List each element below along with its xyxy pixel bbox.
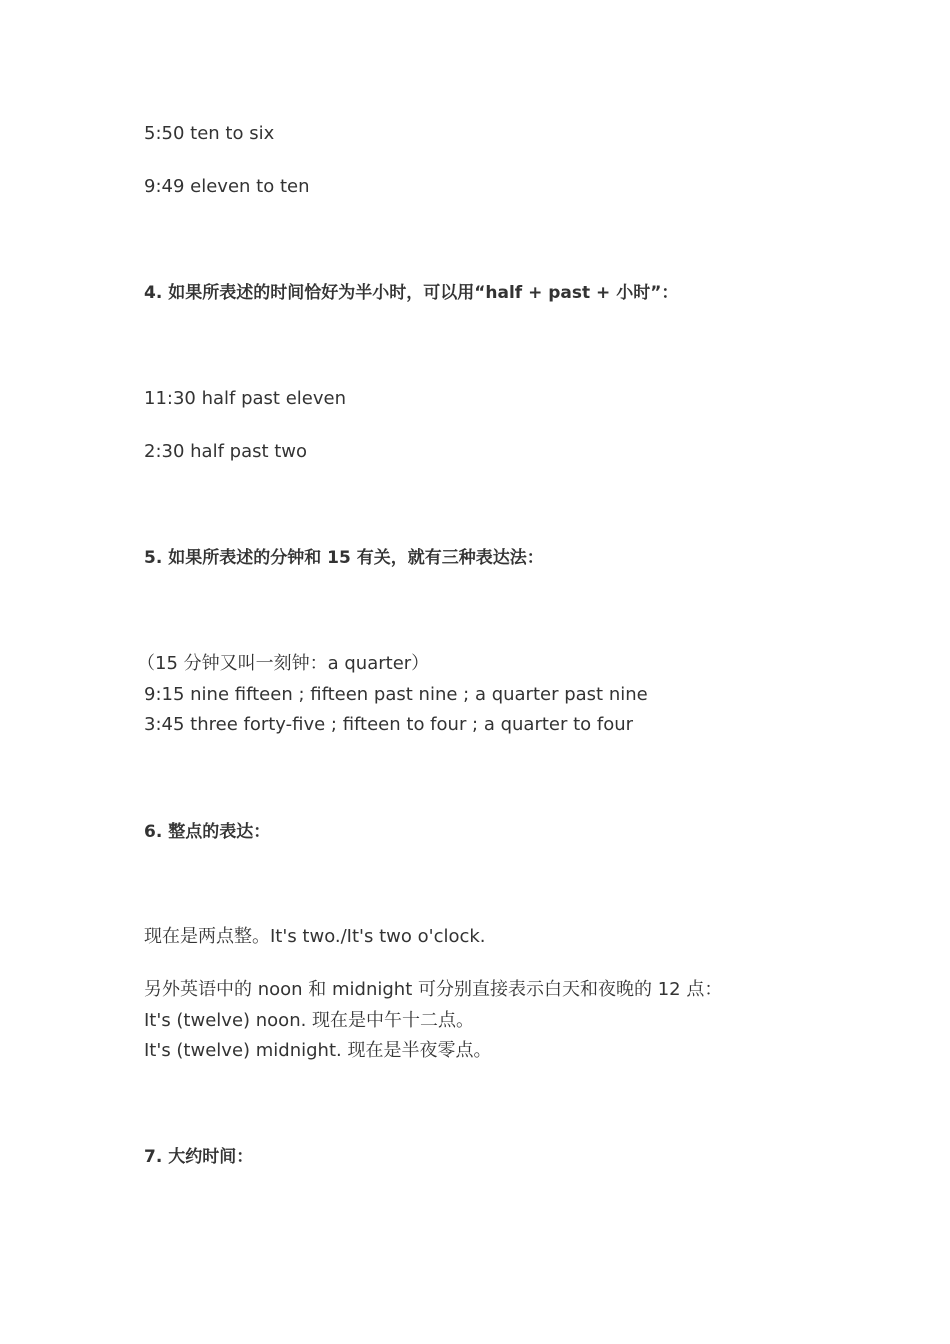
section-heading-5: 5. 如果所表述的分钟和 15 有关，就有三种表达法： xyxy=(144,548,544,568)
section-heading-4: 4. 如果所表述的时间恰好为半小时，可以用“half + past + 小时”： xyxy=(144,283,679,303)
section-heading-7: 7. 大约时间： xyxy=(144,1147,254,1167)
note-line: （15 分钟又叫一刻钟：a quarter） xyxy=(137,653,430,674)
section-heading-6: 6. 整点的表达： xyxy=(144,822,271,842)
example-line: It's (twelve) midnight. 现在是半夜零点。 xyxy=(144,1040,492,1061)
example-line: 现在是两点整。It's two./It's two o'clock. xyxy=(144,926,486,947)
example-line: 3:45 three forty-five ; fifteen to four ; a quarter to four xyxy=(144,714,634,735)
example-line: It's (twelve) noon. 现在是中午十二点。 xyxy=(144,1010,475,1031)
example-line: 2:30 half past two xyxy=(144,441,308,462)
example-line: 9:15 nine fifteen ; fifteen past nine ; a quarter past nine xyxy=(144,684,648,705)
example-line: 11:30 half past eleven xyxy=(144,388,346,409)
example-line: 9:49 eleven to ten xyxy=(144,176,310,197)
explanation-line: 另外英语中的 noon 和 midnight 可分别直接表示白天和夜晚的 12 点： xyxy=(144,979,723,1000)
example-line: 5:50 ten to six xyxy=(144,123,275,144)
